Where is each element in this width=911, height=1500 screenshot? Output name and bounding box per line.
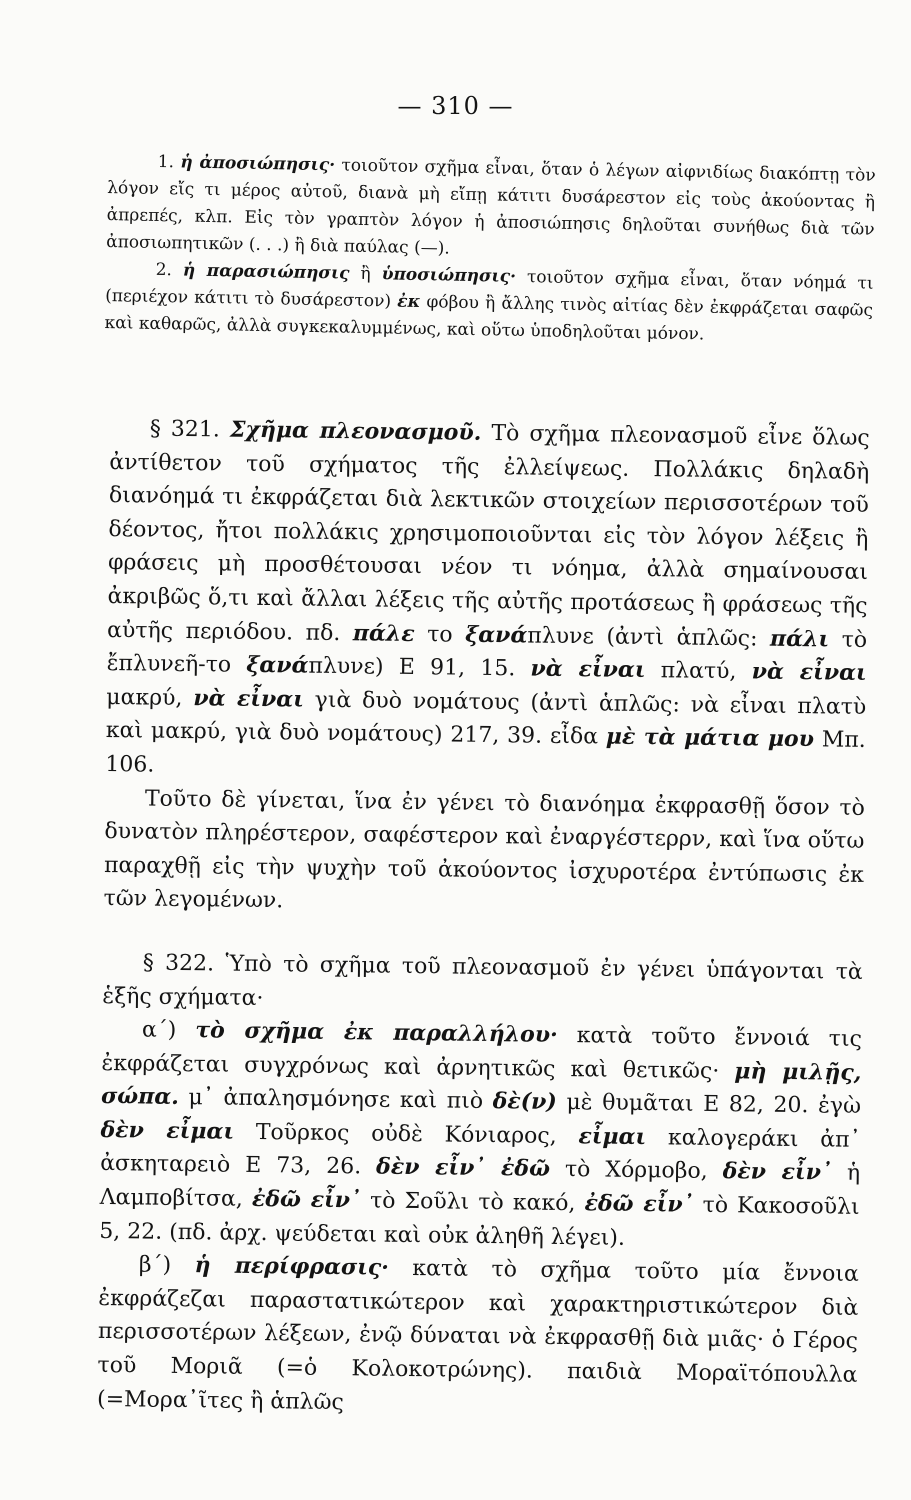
- example-den-ein: δὲν εἶν᾿: [722, 1158, 833, 1186]
- example-xana-2: ξανά: [246, 651, 309, 679]
- section-321-text: πλυνε) Ε 91, 15.: [308, 653, 531, 682]
- footnote-block: [104, 148, 875, 352]
- section-321-text: γιὰ δυὸ νομάτους (ἀντὶ ἁπλῶς: νὰ εἶναι πλατὺ καὶ μακρύ, γιὰ δυὸ νομάτους) 217, 39. εἶδα: [105, 687, 867, 750]
- example-na-einai-2: νὰ εἶναι: [751, 658, 867, 687]
- item-a-text: τὸ Κακοσοῦλι 5, 22. (πδ. ἀρχ. ψεύδεται καὶ οὐκ ἀληθῆ λέγει).: [99, 1192, 860, 1251]
- footnote-emph: ἐκ: [397, 291, 421, 313]
- footnote-connector: ἢ: [349, 263, 382, 285]
- example-den-ein-edo: δὲν εἶν᾿ ἐδῶ: [375, 1154, 551, 1183]
- example-eimai: εἶμαι: [578, 1123, 647, 1150]
- example-den-eimai: δὲν εἶμαι: [100, 1116, 235, 1145]
- example-edo-ein-2: ἐδῶ εἶν᾿: [584, 1190, 694, 1218]
- item-a-text: ἡ Λαμποβίτσα,: [99, 1160, 861, 1212]
- section-321-text: τὸ ἔπλυνεῆ-το: [106, 626, 868, 678]
- example-me-ta-matia: μὲ τὰ μάτια μου: [605, 723, 815, 753]
- term-yposiopesis: ὑποσιώπησις·: [381, 264, 517, 287]
- item-a-text: τὸ Χόρμοβο,: [549, 1157, 723, 1185]
- item-a-text: τὸ Σοῦλι τὸ κακό,: [360, 1188, 585, 1217]
- item-a-text: Τοῦρκος οὐδὲ Κόνιαρος,: [233, 1119, 579, 1150]
- section-321-text: πλατύ,: [645, 658, 752, 685]
- section-321-text: μακρύ,: [106, 684, 194, 711]
- item-b-label: β΄): [138, 1252, 195, 1279]
- term-parasiopesis: ἡ παρασιώπησις: [182, 260, 350, 284]
- term-aposiopesis: ἡ ἀποσιώπησις·: [180, 152, 336, 176]
- section-321-number: § 321.: [149, 416, 231, 443]
- page-number: — 310 —: [397, 92, 514, 120]
- item-a-text: μ᾿ ἀπαλησμόνησε καὶ πιὸ: [178, 1085, 493, 1115]
- main-text: [97, 412, 870, 1426]
- item-a-text: κατὰ τοῦτο ἔννοιά τις ἐκφράζεται συγχρόνως καὶ ἀρνητικῶς καὶ θετικῶς·: [101, 1023, 863, 1084]
- example-den: δὲ(ν): [492, 1088, 557, 1116]
- section-321: [105, 412, 870, 791]
- example-pale: πάλε: [352, 619, 415, 647]
- example-na-einai-3: νὰ εἶναι: [193, 684, 305, 713]
- section-321-title: Σχῆμα πλεονασμοῦ.: [229, 416, 482, 446]
- footnote-text-2a: τοιοῦτον σχῆμα εἶναι, ὅταν νόημά τι (περιέχον κάτιτι τὸ δυσάρεστον): [104, 266, 874, 312]
- footnote-parasiopesis: [104, 256, 873, 352]
- section-321-text: Τὸ σχῆμα πλεονασμοῦ εἶνε ὅλως ἀντίθετον τοῦ σχήματος τῆς ἐλλείψεως. Πολλάκις δηλαδὴ διανόημά τι ἐκφράζεται διὰ λεκτικῶν στοιχείων περισσοτέρων τοῦ δέοντος, ἤτοι πολλάκις χρησιμοποιοῦνται εἰς τὸν λόγον λέξεις ἢ φράσεις μὴ προσθέτουσαι νέον τι νόημα, ἀλλὰ σημαίνουσαι ἀκριβῶς ὅ,τι καὶ ἄλλαι λέξεις τῆς αὐτῆς προτάσεως ἢ φράσεως τῆς αὐτῆς περιόδου. πδ.: [106, 420, 870, 646]
- item-ek-parallilou: [99, 1013, 862, 1258]
- example-pali: πάλι: [769, 625, 830, 652]
- footnote-num-1: 1.: [157, 151, 175, 173]
- section-322-intro: § 322. Ὑπὸ τὸ σχῆμα τοῦ πλεονασμοῦ ἐν γένει ὑπάγονται τὰ ἑξῆς σχήματα·: [102, 950, 863, 1011]
- example-na-einai-1: νὰ εἶναι: [530, 655, 646, 684]
- item-a-title: τὸ σχῆμα ἐκ παραλλήλου·: [195, 1017, 558, 1049]
- example-xana: ξανά: [465, 621, 528, 649]
- footnote-aposiopesis: [106, 148, 876, 271]
- item-a-text: μὲ θυμᾶται Ε 82, 20. ἐγὼ: [556, 1090, 862, 1120]
- item-b-text: κατὰ τὸ σχῆμα τοῦτο μία ἔννοια ἐκφράζεζαι παραστατικώτερον καὶ χαρακτηριστικώτερον διὰ περισσοτέρων λέξεων, ἐνῷ δύναται νὰ ἐκφρασθῇ διὰ μιᾶς· ὁ Γέρος τοῦ Μοριᾶ (=ὁ Κολοκοτρώνης). παιδιὰ Μοραϊτόπουλλα (=Μορα᾿ῖτες ἢ ἁπλῶς: [96, 1255, 859, 1415]
- footnote-text-1: τοιοῦτον σχῆμα εἶναι, ὅταν ὁ λέγων αἰφνιδίως διακόπτῃ τὸν λόγον εἴς τι μέρος αὐτοῦ, διανὰ μὴ εἴπῃ κάτιτι δυσάρεστον εἰς τοὺς ἀκούοντας ἢ ἀπρεπές, κλπ. Εἰς τὸν γραπτὸν λόγον ἡ ἀποσιώπησις δηλοῦται συνήθως διὰ τῶν ἀποσιωπητικῶν (. . .) ἢ διὰ παύλας (—).: [106, 155, 876, 259]
- example-mi-milis: μὴ μιλῇς, σώπα.: [100, 1057, 862, 1111]
- section-321-text: πλυνε (ἀντὶ ἁπλῶς:: [527, 623, 771, 652]
- example-edo-ein-1: ἐδῶ εἶν᾿: [251, 1185, 362, 1214]
- item-a-label: α΄): [141, 1017, 196, 1044]
- section-321-purpose: Τοῦτο δὲ γίνεται, ἵνα ἐν γένει τὸ διανόημα ἐκφρασθῇ ὅσον τὸ δυνατὸν πληρέστερον, σαφέστερον καὶ ἐναργέστερρν, καὶ ἵνα οὕτω παραχθῇ εἰς τὴν ψυχὴν τοῦ ἀκούοντος ἰσχυροτέρα ἐντύπωσις ἐκ τῶν λεγομένων.: [103, 786, 866, 914]
- section-321-text: το: [414, 621, 466, 648]
- item-periphrasis: [97, 1248, 859, 1426]
- section-321-text: Μπ. 106.: [105, 727, 866, 778]
- item-a-text: καλογεράκι ἀπ᾿ ἀσκηταρειὸ Ε 73, 26.: [99, 1124, 861, 1181]
- item-b-title: ἡ περίφρασις·: [194, 1252, 390, 1281]
- footnote-num-2: 2.: [155, 259, 173, 281]
- footnote-text-2b: φόβου ἢ ἄλλης τινὸς αἰτίας δὲν ἐκφράζεται σαφῶς καὶ καθαρῶς, ἀλλὰ συγκεκαλυμμένως, καὶ οὕτω ὑποδηλοῦται μόνον.: [104, 292, 874, 345]
